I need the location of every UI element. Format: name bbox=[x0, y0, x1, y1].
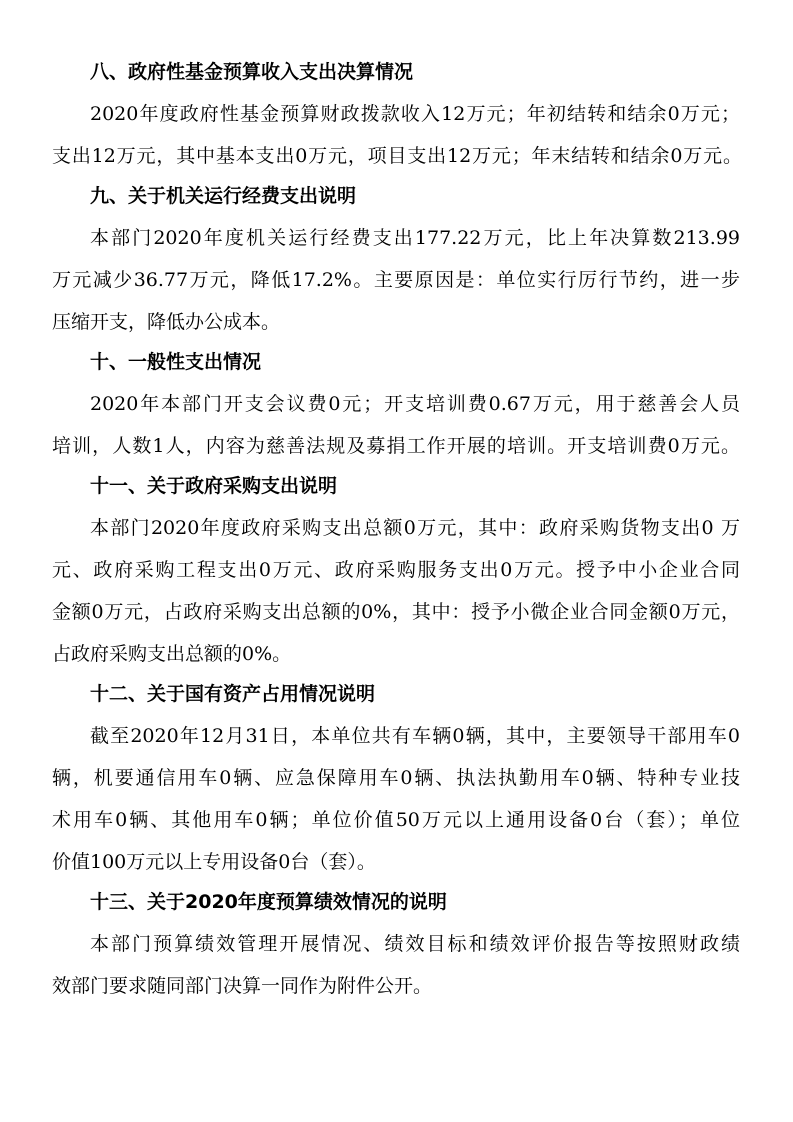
paragraph-line: 元、政府采购工程支出0万元、政府采购服务支出0万元。授予中小企业合同 bbox=[52, 559, 740, 581]
section-heading: 十三、关于2020年度预算绩效情况的说明 bbox=[90, 891, 447, 913]
paragraph-line: 本部门2020年度政府采购支出总额0万元，其中：政府采购货物支出0 万 bbox=[90, 517, 740, 539]
paragraph-line: 培训，人数1人，内容为慈善法规及募捐工作开展的培训。开支培训费0万元。 bbox=[52, 435, 740, 457]
paragraph-line: 价值100万元以上专用设备0台（套）。 bbox=[52, 851, 376, 873]
section-heading: 十、一般性支出情况 bbox=[90, 351, 262, 373]
paragraph-line: 截至2020年12月31日，本单位共有车辆0辆，其中，主要领导干部用车0 bbox=[90, 725, 740, 747]
paragraph-line: 金额0万元，占政府采购支出总额的0%，其中：授予小微企业合同金额0万元， bbox=[52, 601, 740, 623]
paragraph-line: 压缩开支，降低办公成本。 bbox=[52, 311, 281, 333]
section-heading: 八、政府性基金预算收入支出决算情况 bbox=[90, 61, 414, 83]
paragraph-line: 效部门要求随同部门决算一同作为附件公开。 bbox=[52, 975, 433, 997]
paragraph-line: 2020年度政府性基金预算财政拨款收入12万元；年初结转和结余0万元； bbox=[90, 103, 740, 125]
paragraph-line: 万元减少36.77万元，降低17.2%。主要原因是：单位实行厉行节约，进一步 bbox=[52, 269, 740, 291]
section-heading: 十一、关于政府采购支出说明 bbox=[90, 475, 338, 497]
section-heading: 十二、关于国有资产占用情况说明 bbox=[90, 683, 376, 705]
paragraph-line: 支出12万元，其中基本支出0万元，项目支出12万元；年末结转和结余0万元。 bbox=[52, 145, 742, 167]
paragraph-line: 辆，机要通信用车0辆、应急保障用车0辆、执法执勤用车0辆、特种专业技 bbox=[52, 767, 740, 789]
section-heading: 九、关于机关运行经费支出说明 bbox=[90, 185, 357, 207]
paragraph-line: 术用车0辆、其他用车0辆；单位价值50万元以上通用设备0台（套）；单位 bbox=[52, 809, 740, 831]
paragraph-line: 本部门预算绩效管理开展情况、绩效目标和绩效评价报告等按照财政绩 bbox=[90, 933, 740, 955]
paragraph-line: 占政府采购支出总额的0%。 bbox=[52, 643, 292, 665]
paragraph-line: 2020年本部门开支会议费0元；开支培训费0.67万元，用于慈善会人员 bbox=[90, 393, 740, 415]
paragraph-line: 本部门2020年度机关运行经费支出177.22万元，比上年决算数213.99 bbox=[90, 227, 740, 249]
